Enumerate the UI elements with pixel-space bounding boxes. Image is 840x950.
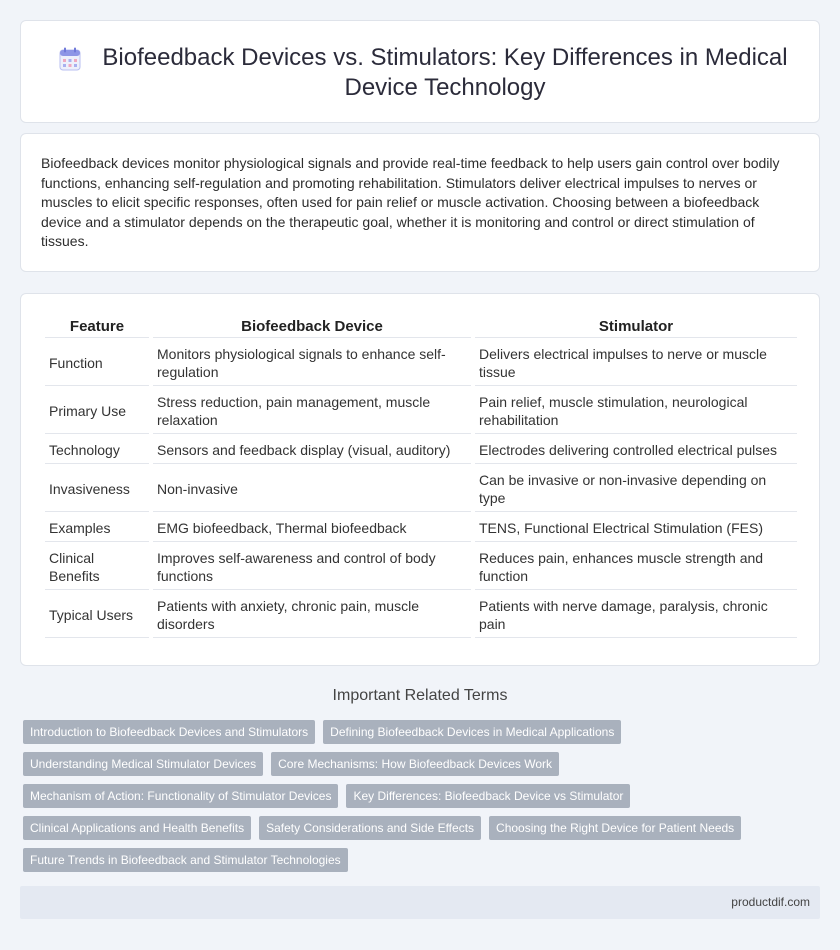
table-cell: Can be invasive or non-invasive depending on type — [475, 466, 797, 512]
intro-paragraph: Biofeedback devices monitor physiological signals and provide real-time feedback to help users gain control over bodily functions, enhancing self-regulation and promoting rehabilitation. Stimulators deliver electrical impulses to nerves or muscles to elicit specific responses, often used for pain relief or muscle activation. Choosing between a biofeedback device and a stimulator depends on the therapeutic goal, whether it is monitoring and control or direct stimulation of tissues. — [41, 155, 780, 249]
related-term-tag[interactable]: Key Differences: Biofeedback Device vs Stimulator — [346, 784, 630, 808]
table-row — [45, 466, 797, 512]
header-stimulator: Stimulator — [475, 316, 797, 338]
header-feature: Feature — [45, 316, 149, 338]
related-term-tag[interactable]: Future Trends in Biofeedback and Stimulator Technologies — [23, 848, 348, 872]
related-terms-list — [23, 720, 813, 872]
comparison-table-card — [20, 293, 820, 666]
table-cell: Non-invasive — [153, 466, 471, 512]
related-term-tag[interactable]: Clinical Applications and Health Benefits — [23, 816, 251, 840]
table-cell: Reduces pain, enhances muscle strength and function — [475, 544, 797, 590]
related-term-tag[interactable]: Core Mechanisms: How Biofeedback Devices Work — [271, 752, 559, 776]
table-cell: Patients with anxiety, chronic pain, muscle disorders — [153, 592, 471, 638]
table-row — [45, 592, 797, 638]
table-row — [45, 514, 797, 542]
table-cell: Clinical Benefits — [45, 544, 149, 590]
table-cell: Technology — [45, 436, 149, 464]
table-cell: TENS, Functional Electrical Stimulation (FES) — [475, 514, 797, 542]
footer — [20, 886, 820, 919]
comparison-table — [41, 314, 801, 640]
table-cell: Patients with nerve damage, paralysis, chronic pain — [475, 592, 797, 638]
table-cell: Examples — [45, 514, 149, 542]
title-card — [20, 20, 820, 123]
footer-site-link[interactable]: productdif.com — [731, 895, 810, 909]
table-row — [45, 436, 797, 464]
header-biofeedback: Biofeedback Device — [153, 316, 471, 338]
table-cell: Invasiveness — [45, 466, 149, 512]
related-term-tag[interactable]: Defining Biofeedback Devices in Medical Applications — [323, 720, 621, 744]
table-cell: Monitors physiological signals to enhance self-regulation — [153, 340, 471, 386]
table-cell: Sensors and feedback display (visual, auditory) — [153, 436, 471, 464]
table-cell: Primary Use — [45, 388, 149, 434]
table-cell: Delivers electrical impulses to nerve or muscle tissue — [475, 340, 797, 386]
table-cell: Stress reduction, pain management, muscle relaxation — [153, 388, 471, 434]
table-header-row — [45, 316, 797, 338]
table-row — [45, 340, 797, 386]
table-row — [45, 388, 797, 434]
related-term-tag[interactable]: Understanding Medical Stimulator Devices — [23, 752, 263, 776]
related-term-tag[interactable]: Mechanism of Action: Functionality of Stimulator Devices — [23, 784, 338, 808]
related-term-tag[interactable]: Safety Considerations and Side Effects — [259, 816, 481, 840]
table-cell: Typical Users — [45, 592, 149, 638]
table-cell: Function — [45, 340, 149, 386]
table-cell: Improves self-awareness and control of body functions — [153, 544, 471, 590]
page-title: Biofeedback Devices vs. Stimulators: Key Differences in Medical Device Technology — [102, 44, 788, 101]
related-term-tag[interactable]: Choosing the Right Device for Patient Needs — [489, 816, 741, 840]
intro-card — [20, 133, 820, 272]
table-row — [45, 544, 797, 590]
table-cell: Pain relief, muscle stimulation, neurological rehabilitation — [475, 388, 797, 434]
related-terms-title: Important Related Terms — [332, 687, 508, 704]
table-cell: EMG biofeedback, Thermal biofeedback — [153, 514, 471, 542]
related-term-tag[interactable]: Introduction to Biofeedback Devices and Stimulators — [23, 720, 315, 744]
table-cell: Electrodes delivering controlled electrical pulses — [475, 436, 797, 464]
